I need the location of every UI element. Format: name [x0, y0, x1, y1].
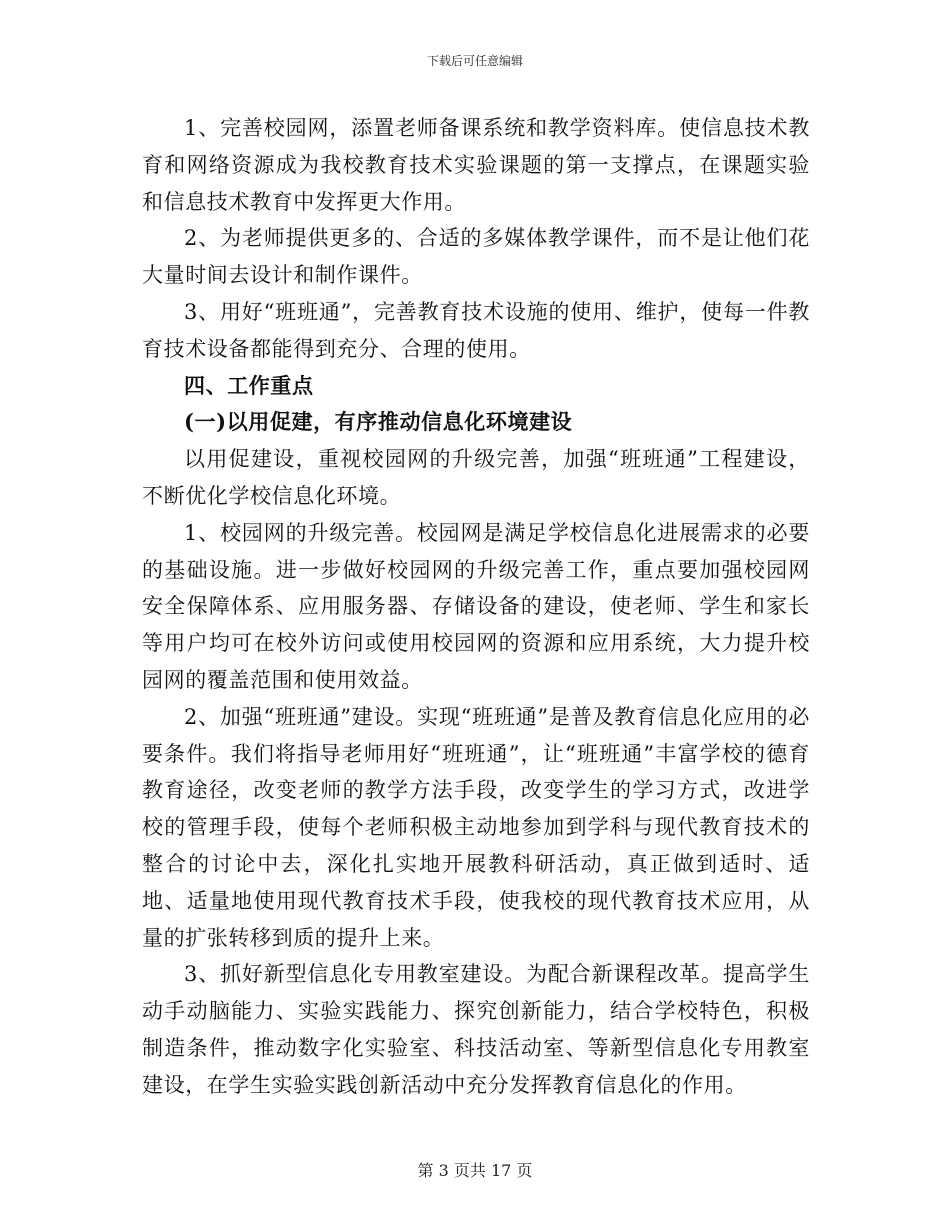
paragraph-intro: 以用促建设，重视校园网的升级完善，加强“班班通”工程建设，不断优化学校信息化环境。	[142, 447, 810, 508]
section-heading: 四、工作重点	[184, 372, 314, 398]
paragraph-goal-2: 2、为老师提供更多的、合适的多媒体教学课件，而不是让他们花大量时间去设计和制作课件。	[142, 226, 810, 288]
paragraph-item-3: 3、抓好新型信息化专用教室建设。为配合新课程改革。提高学生动手动脑能力、实验实践能力、探究创新能力，结合学校特色，积极制造条件，推动数字化实验室、科技活动室、等新型信息化专用教室建设，在学生实验实践创新活动中充分发挥教育信息化的作用。	[142, 962, 810, 1097]
document-body	[142, 110, 810, 1104]
subsection-heading: (一)以用促建，有序推动信息化环境建设	[184, 409, 573, 435]
paragraph-item-2: 2、加强“班班通”建设。实现“班班通”是普及教育信息化应用的必要条件。我们将指导老师用好“班班通”，让“班班通”丰富学校的德育教育途径，改变老师的教学方法手段，改变学生的学习方式，改进学校的管理手段，使每个老师积极主动地参加到学科与现代教育技术的整合的讨论中去，深化扎实地开展教科研活动，真正做到适时、适地、适量地使用现代教育技术手段，使我校的现代教育技术应用，从量的扩张转移到质的提升上来。	[142, 704, 810, 950]
paragraph-goal-1: 1、完善校园网，添置老师备课系统和教学资料库。使信息技术教育和网络资源成为我校教育技术实验课题的第一支撑点，在课题实验和信息技术教育中发挥更大作用。	[142, 116, 810, 214]
paragraph-item-1: 1、校园网的升级完善。校园网是满足学校信息化进展需求的必要的基础设施。进一步做好校园网的升级完善工作，重点要加强校园网安全保障体系、应用服务器、存储设备的建设，使老师、学生和家长等用户均可在校外访问或使用校园网的资源和应用系统，大力提升校园网的覆盖范围和使用效益。	[142, 520, 810, 692]
page-number: 第 3 页共 17 页	[417, 1161, 533, 1180]
paragraph-goal-3: 3、用好“班班通”，完善教育技术设施的使用、维护，使每一件教育技术设备都能得到充分、合理的使用。	[142, 299, 810, 361]
page-header: 下载后可任意编辑	[426, 54, 523, 68]
